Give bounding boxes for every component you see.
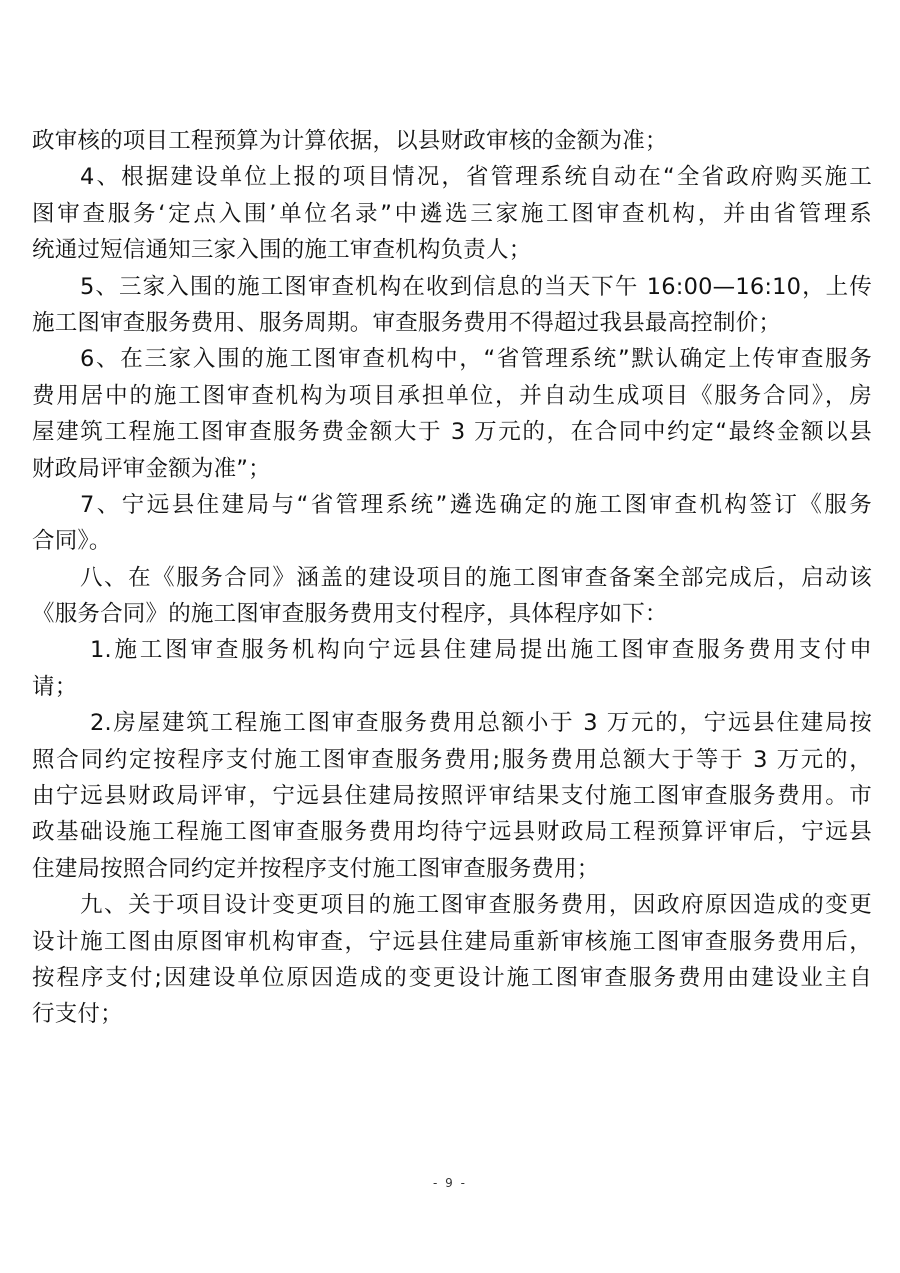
text-line: 按程序支付;因建设单位原因造成的变更设计施工图审查服务费用由建设业主自 xyxy=(32,964,872,991)
text-line: 八、在《服务合同》涵盖的建设项目的施工图审查备案全部完成后，启动该 xyxy=(80,564,872,591)
text-line: 请； xyxy=(32,673,78,700)
text-line: 统通过短信通知三家入围的施工审查机构负责人； xyxy=(32,237,532,264)
text-line: 九、关于项目设计变更项目的施工图审查服务费用，因政府原因造成的变更 xyxy=(80,892,872,919)
text-line: 《服务合同》的施工图审查服务费用支付程序，具体程序如下： xyxy=(32,601,668,628)
text-line: 费用居中的施工图审查机构为项目承担单位，并自动生成项目《服务合同》，房 xyxy=(32,382,872,409)
text-line: 政审核的项目工程预算为计算依据，以县财政审核的金额为准； xyxy=(32,128,668,154)
text-line: 合同》。 xyxy=(32,528,112,555)
document-body xyxy=(32,123,872,1033)
text-line: 5、三家入围的施工图审查机构在收到信息的当天下午 16:00—16:10，上传 xyxy=(80,273,872,300)
page-number: - 9 - xyxy=(433,1176,467,1190)
text-line: 2.房屋建筑工程施工图审查服务费用总额小于 3 万元的，宁远县住建局按 xyxy=(90,710,872,737)
text-line: 行支付； xyxy=(32,1001,123,1028)
text-line: 6、在三家入围的施工图审查机构中，“省管理系统”默认确定上传审查服务 xyxy=(80,346,872,373)
text-line: 设计施工图由原图审机构审查，宁远县住建局重新审核施工图审查服务费用后， xyxy=(32,928,872,955)
text-line: 7、宁远县住建局与“省管理系统”遴选确定的施工图审查机构签订《服务 xyxy=(80,491,872,518)
text-line: 政基础设施工程施工图审查服务费用均待宁远县财政局工程预算评审后，宁远县 xyxy=(32,819,872,846)
text-line: 施工图审查服务费用、服务周期。审查服务费用不得超过我县最高控制价； xyxy=(32,309,782,336)
text-line: 1.施工图审查服务机构向宁远县住建局提出施工图审查服务费用支付申 xyxy=(90,637,872,664)
text-line: 照合同约定按程序支付施工图审查服务费用;服务费用总额大于等于 3 万元的， xyxy=(32,746,872,773)
text-line: 4、根据建设单位上报的项目情况，省管理系统自动在“全省政府购买施工 xyxy=(80,164,872,191)
text-line: 财政局评审金额为准”； xyxy=(32,455,271,482)
text-line: 由宁远县财政局评审，宁远县住建局按照评审结果支付施工图审查服务费用。市 xyxy=(32,783,872,810)
text-line: 屋建筑工程施工图审查服务费金额大于 3 万元的，在合同中约定“最终金额以县 xyxy=(32,419,872,446)
text-line: 图审查服务‘定点入围’单位名录”中遴选三家施工图审查机构，并由省管理系 xyxy=(32,200,872,227)
text-line: 住建局按照合同约定并按程序支付施工图审查服务费用； xyxy=(32,855,600,882)
